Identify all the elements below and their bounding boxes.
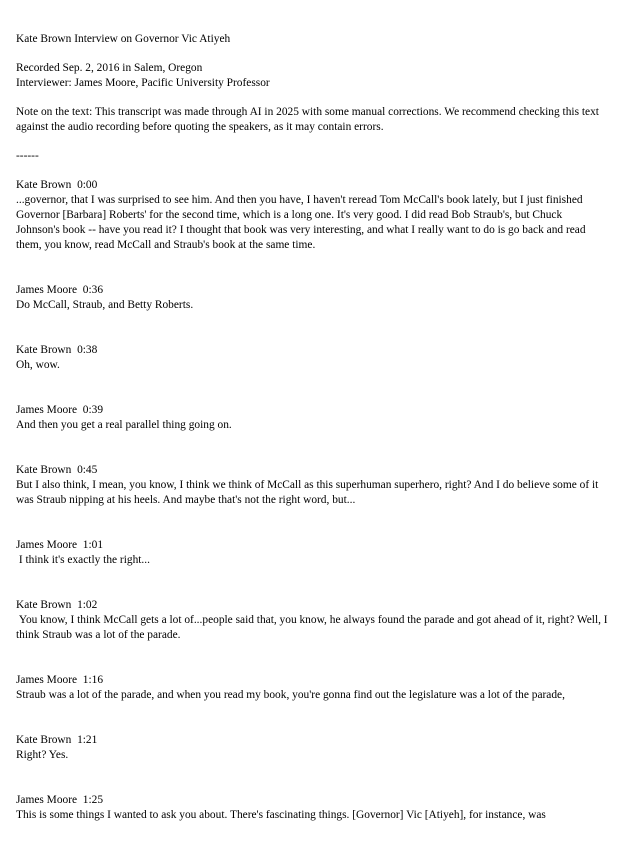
speaker-name: Kate Brown [16,599,72,611]
transcript-turn [16,733,608,763]
transcript-turn [16,403,608,433]
transcript-turn [16,343,608,373]
transcript-page [16,32,611,853]
speaker-timestamp [16,178,608,193]
transcript-turns [16,178,611,823]
transcript-turn [16,463,608,508]
speaker-name: James Moore [16,539,78,551]
speaker-timestamp [16,538,608,553]
speaker-name: Kate Brown [16,734,72,746]
speaker-timestamp [16,403,608,418]
utterance-text: ...governor, that I was surprised to see him. And then you have, I haven't reread Tom McCall's book lately, but I just finished Governor [Barbara] Roberts' for the second time, which is a long one. It's very good. I did read Bob Straub's, but Chuck Johnson's book -- have you read it? I thought that book was very interesting, and what I really want to do is go back and read them, you know, read McCall and Straub's book at the same time. [16,194,589,251]
speaker-timestamp [16,598,608,613]
speaker-name: Kate Brown [16,179,72,191]
speaker-timestamp [16,673,608,688]
timestamp: 0:38 [77,344,98,356]
timestamp: 0:45 [77,464,98,476]
document-title: Kate Brown Interview on Governor Vic Atiyeh [16,33,231,45]
separator: ------ [16,150,39,162]
transcript-turn [16,178,608,253]
transcript-turn [16,538,608,568]
timestamp: 1:02 [77,599,98,611]
speaker-timestamp [16,283,608,298]
transcript-turn [16,673,608,703]
utterance-text: Do McCall, Straub, and Betty Roberts. [16,299,194,311]
transcript-turn [16,283,608,313]
utterance-text: This is some things I wanted to ask you about. There's fascinating things. [Governor] Vic [Atiyeh], for instance, was [16,809,546,821]
speaker-name: Kate Brown [16,344,72,356]
utterance-text: Oh, wow. [16,359,60,371]
interviewer-line: Interviewer: James Moore, Pacific University Professor [16,77,270,89]
utterance-text: Straub was a lot of the parade, and when you read my book, you're gonna find out the legislature was a lot of the parade, [16,689,565,701]
utterance-text: And then you get a real parallel thing going on. [16,419,232,431]
transcript-note: Note on the text: This transcript was made through AI in 2025 with some manual corrections. We recommend checking this text against the audio recording before quoting the speakers, as it may contain errors. [16,106,599,133]
timestamp: 1:16 [82,674,104,686]
speaker-name: Kate Brown [16,464,72,476]
speaker-timestamp [16,733,608,748]
timestamp: 0:00 [77,179,98,191]
speaker-name: James Moore [16,674,78,686]
utterance-text: But I also think, I mean, you know, I think we think of McCall as this superhuman superhero, right? And I do believe some of it was Straub nipping at his heels. And maybe that's not the right word, but... [16,479,602,506]
timestamp: 0:39 [82,404,104,416]
utterance-text: I think it's exactly the right... [16,554,150,566]
timestamp: 1:01 [82,539,104,551]
speaker-name: James Moore [16,404,78,416]
recording-info [16,61,608,91]
speaker-name: James Moore [16,284,78,296]
speaker-timestamp [16,793,608,808]
speaker-timestamp [16,463,608,478]
timestamp: 1:25 [82,794,104,806]
transcript-turn [16,793,608,823]
recorded-line: Recorded Sep. 2, 2016 in Salem, Oregon [16,62,203,74]
timestamp: 0:36 [82,284,104,296]
transcript-turn [16,598,611,643]
utterance-text: Right? Yes. [16,749,69,761]
utterance-text: You know, I think McCall gets a lot of...people said that, you know, he always found the parade and got ahead of it, right? Well, I think Straub was a lot of the parade. [16,614,611,641]
speaker-name: James Moore [16,794,78,806]
speaker-timestamp [16,343,608,358]
timestamp: 1:21 [77,734,98,746]
